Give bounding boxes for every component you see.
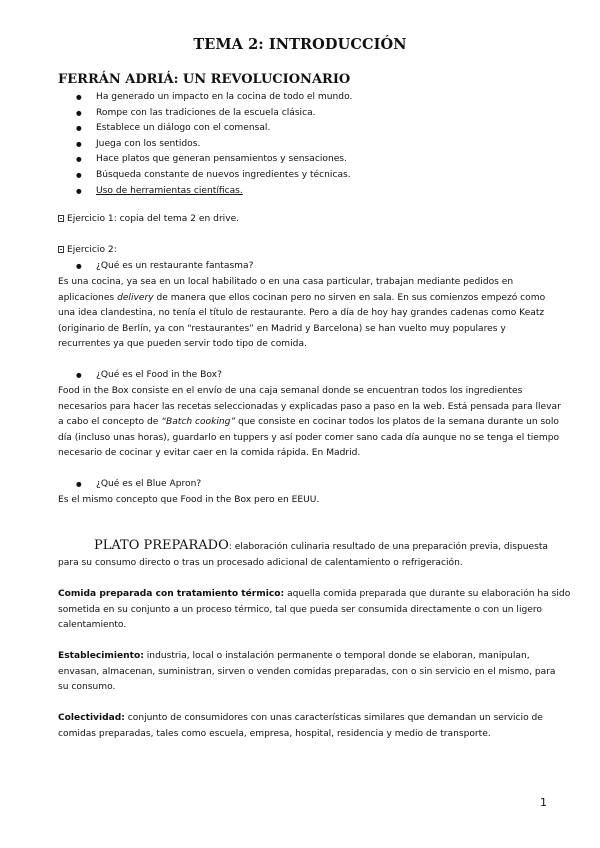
checkbox-icon bbox=[58, 215, 64, 222]
exercise-1-text: Ejercicio 1: copia del tema 2 en drive. bbox=[67, 214, 240, 224]
question-3: ● ¿Qué es el Blue Apron? bbox=[76, 477, 201, 493]
text-line: día (incluso unas horas), guardarlo en tuppers y así poder comer sano cada día aunque no se tenga el tiempo bbox=[58, 432, 560, 443]
list-item: ● Rompe con las tradiciones de la escuela clásica. bbox=[76, 106, 352, 122]
definition-3 bbox=[58, 711, 548, 742]
text-line bbox=[58, 291, 548, 307]
text-span: de manera que ellos cocinan pero no sirven en sala. En sus comienzos empezó como bbox=[153, 292, 546, 303]
definition-term: Comida preparada con tratamiento térmico: bbox=[58, 589, 285, 599]
text-line: su consumo. bbox=[58, 682, 116, 693]
text-line bbox=[58, 587, 571, 603]
section-heading: FERRÁN ADRIÁ: UN REVOLUCIONARIO bbox=[58, 72, 351, 87]
list-item bbox=[76, 184, 352, 200]
text-span: aplicaciones bbox=[58, 292, 118, 303]
definition-1 bbox=[58, 587, 571, 634]
text-line bbox=[58, 711, 548, 727]
exercise-1 bbox=[58, 212, 239, 228]
exercise-2-text: Ejercicio 2: bbox=[67, 245, 117, 255]
list-item: ● Establece un diálogo con el comensal. bbox=[76, 121, 352, 137]
definition-2 bbox=[58, 649, 556, 696]
text-span: aquella comida preparada que durante su elaboración ha sido bbox=[284, 589, 571, 599]
text-line: Food in the Box consiste en el envío de una caja semanal donde se encuentran todos los ingredientes bbox=[58, 386, 523, 396]
question-2: ● ¿Qué es el Food in the Box? bbox=[76, 368, 222, 384]
definition-term: Establecimiento: bbox=[58, 651, 144, 661]
checkbox-icon bbox=[58, 246, 64, 253]
plato-definition bbox=[58, 538, 548, 571]
text-line: Es una cocina, ya sea en un local habilitado o en una casa particular, trabajan mediante pedidos en bbox=[58, 277, 514, 287]
list-item: ● Juega con los sentidos. bbox=[76, 137, 352, 153]
italic-text: “Batch cooking” bbox=[161, 417, 236, 428]
text-span: : elaboración culinaria resultado de una preparación previa, dispuesta bbox=[228, 542, 548, 552]
text-line bbox=[58, 649, 548, 665]
text-line: envasan, almacenan, suministran, sirven o venden comidas preparadas, con o sin servicio en el mismo, para bbox=[58, 666, 556, 677]
text-line: para su consumo directo o tras un procesado adicional de calentamiento o refrigeración. bbox=[58, 557, 463, 568]
text-span: a cabo el concepto de bbox=[58, 417, 162, 428]
text-line bbox=[58, 415, 559, 431]
answer-2 bbox=[58, 384, 561, 462]
list-item: ● Ha generado un impacto en la cocina de todo el mundo. bbox=[76, 90, 352, 106]
text-line: sometida en su conjunto a un proceso térmico, tal que pueda ser consumida directamente o con un ligero bbox=[58, 604, 542, 615]
text-line: necesario de cocinar y evitar caer en la comida rápida. En Madrid. bbox=[58, 448, 361, 459]
page-number: 1 bbox=[540, 796, 547, 809]
plato-term: PLATO PREPARADO bbox=[94, 538, 229, 553]
italic-text: delivery bbox=[117, 292, 154, 303]
definition-term: Colectividad: bbox=[58, 713, 125, 723]
text-span: que consiste en cocinar todos los platos de la semana durante un solo bbox=[235, 417, 559, 428]
page-title: TEMA 2: INTRODUCCIÓN bbox=[193, 36, 407, 53]
bullet-list bbox=[76, 90, 352, 199]
text-line: recurrentes ya que pueden servir todo tipo de comida. bbox=[58, 339, 307, 350]
answer-3: Es el mismo concepto que Food in the Box pero en EEUU. bbox=[58, 495, 320, 505]
list-item: ● Hace platos que generan pensamientos y sensaciones. bbox=[76, 152, 352, 168]
underlined-text: Uso de herramientas científicas. bbox=[96, 185, 243, 196]
text-span: industria, local o instalación permanente o temporal donde se elaboran, manipulan, bbox=[143, 651, 530, 661]
text-line: necesarios para hacer las recetas seleccionadas y explicadas paso a paso en la web. Está pensada para llevar bbox=[58, 401, 561, 412]
text-line: comidas preparadas, tales como escuela, empresa, hospital, residencia y medio de transporte. bbox=[58, 728, 491, 739]
list-item: ● Búsqueda constante de nuevos ingredientes y técnicas. bbox=[76, 168, 352, 184]
text-line: calentamiento. bbox=[58, 620, 127, 631]
text-line: (originario de Berlín, ya con “restaurantes” en Madrid y Barcelona) se han vuelto muy populares y bbox=[58, 323, 506, 334]
text-span: conjunto de consumidores con unas características similares que demandan un servicio de bbox=[124, 713, 543, 723]
text-line: una idea clandestina, no tenía el título de restaurante. Pero a día de hoy hay grandes cadenas como Keatz bbox=[58, 308, 545, 319]
question-1: ● ¿Qué es un restaurante fantasma? bbox=[76, 259, 253, 275]
answer-1 bbox=[58, 275, 548, 353]
exercise-2-label bbox=[58, 243, 117, 259]
text-line bbox=[58, 538, 548, 556]
